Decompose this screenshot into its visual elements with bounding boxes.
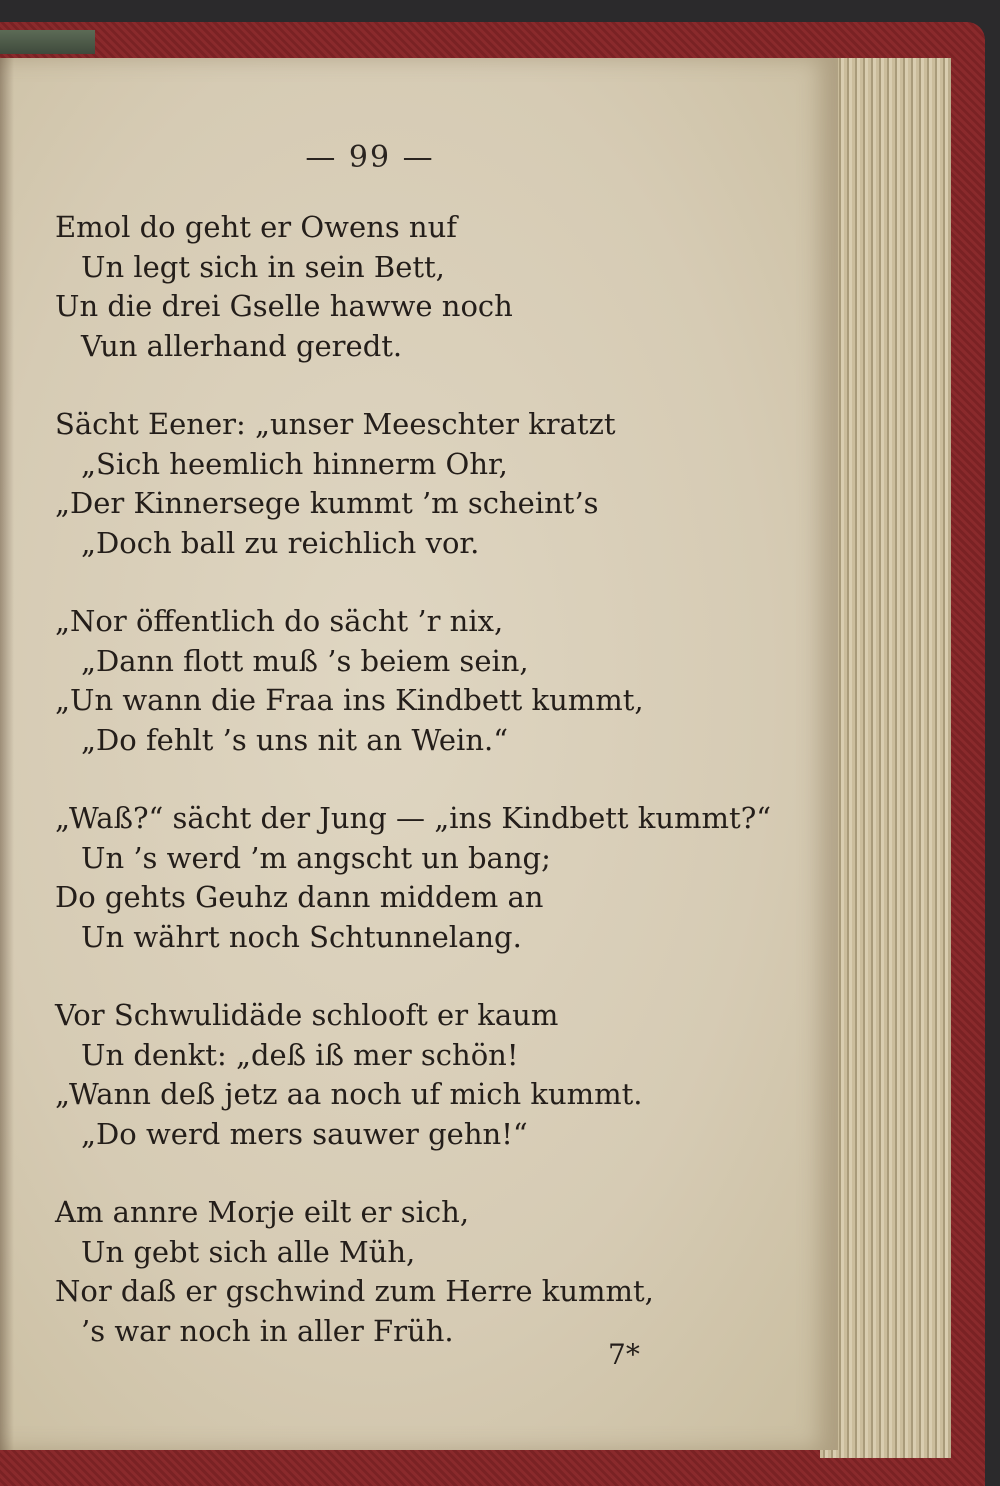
poem-line: Un legt sich in sein Bett, xyxy=(81,249,445,284)
stanza xyxy=(55,1193,771,1351)
poem-line: „Doch ball zu reichlich vor. xyxy=(81,525,480,560)
bookmark-ribbon xyxy=(0,30,95,54)
poem-line: ’s war noch in aller Früh. xyxy=(81,1313,454,1348)
page-gutter xyxy=(0,58,14,1450)
poem-line: „Der Kinnersege kummt ’m scheint’s xyxy=(55,486,599,520)
stanza xyxy=(55,405,771,563)
poem-line: Am annre Morje eilt er sich, xyxy=(55,1195,470,1229)
poem-line: Un die drei Gselle hawwe noch xyxy=(55,289,513,323)
poem-line: „Nor öffentlich do sächt ’r nix, xyxy=(55,604,504,638)
page-number: — 99 — xyxy=(305,140,435,175)
poem-line: „Wann deß jetz aa noch uf mich kummt. xyxy=(55,1077,643,1111)
poem-text xyxy=(55,208,771,1390)
poem-line: Un denkt: „deß iß mer schön! xyxy=(81,1037,519,1072)
stanza xyxy=(55,208,771,366)
poem-line: „Do werd mers sauwer gehn!“ xyxy=(81,1116,528,1151)
book-page xyxy=(0,58,838,1450)
page-edges xyxy=(820,58,951,1458)
poem-line: Emol do geht er Owens nuf xyxy=(55,210,458,244)
poem-line: Un ’s werd ’m angscht un bang; xyxy=(81,840,551,875)
poem-line: „Do fehlt ’s uns nit an Wein.“ xyxy=(81,722,509,757)
poem-line: Vun allerhand geredt. xyxy=(81,328,403,363)
poem-line: „Waß?“ sächt der Jung — „ins Kindbett kummt?“ xyxy=(55,801,772,835)
poem-line: Vor Schwulidäde schlooft er kaum xyxy=(55,998,559,1032)
stanza xyxy=(55,602,771,760)
stanza xyxy=(55,799,771,957)
poem-line: Sächt Eener: „unser Meeschter kratzt xyxy=(55,407,616,441)
poem-line: „Sich heemlich hinnerm Ohr, xyxy=(81,446,508,481)
poem-line: Un währt noch Schtunnelang. xyxy=(81,919,522,954)
poem-line: „Un wann die Fraa ins Kindbett kummt, xyxy=(55,683,644,717)
poem-line: Nor daß er gschwind zum Herre kummt, xyxy=(55,1274,654,1308)
signature-mark: 7* xyxy=(608,1338,640,1371)
stanza xyxy=(55,996,771,1154)
poem-line: Do gehts Geuhz dann middem an xyxy=(55,880,544,914)
poem-line: „Dann flott muß ’s beiem sein, xyxy=(81,643,529,678)
poem-line: Un gebt sich alle Müh, xyxy=(81,1234,416,1269)
